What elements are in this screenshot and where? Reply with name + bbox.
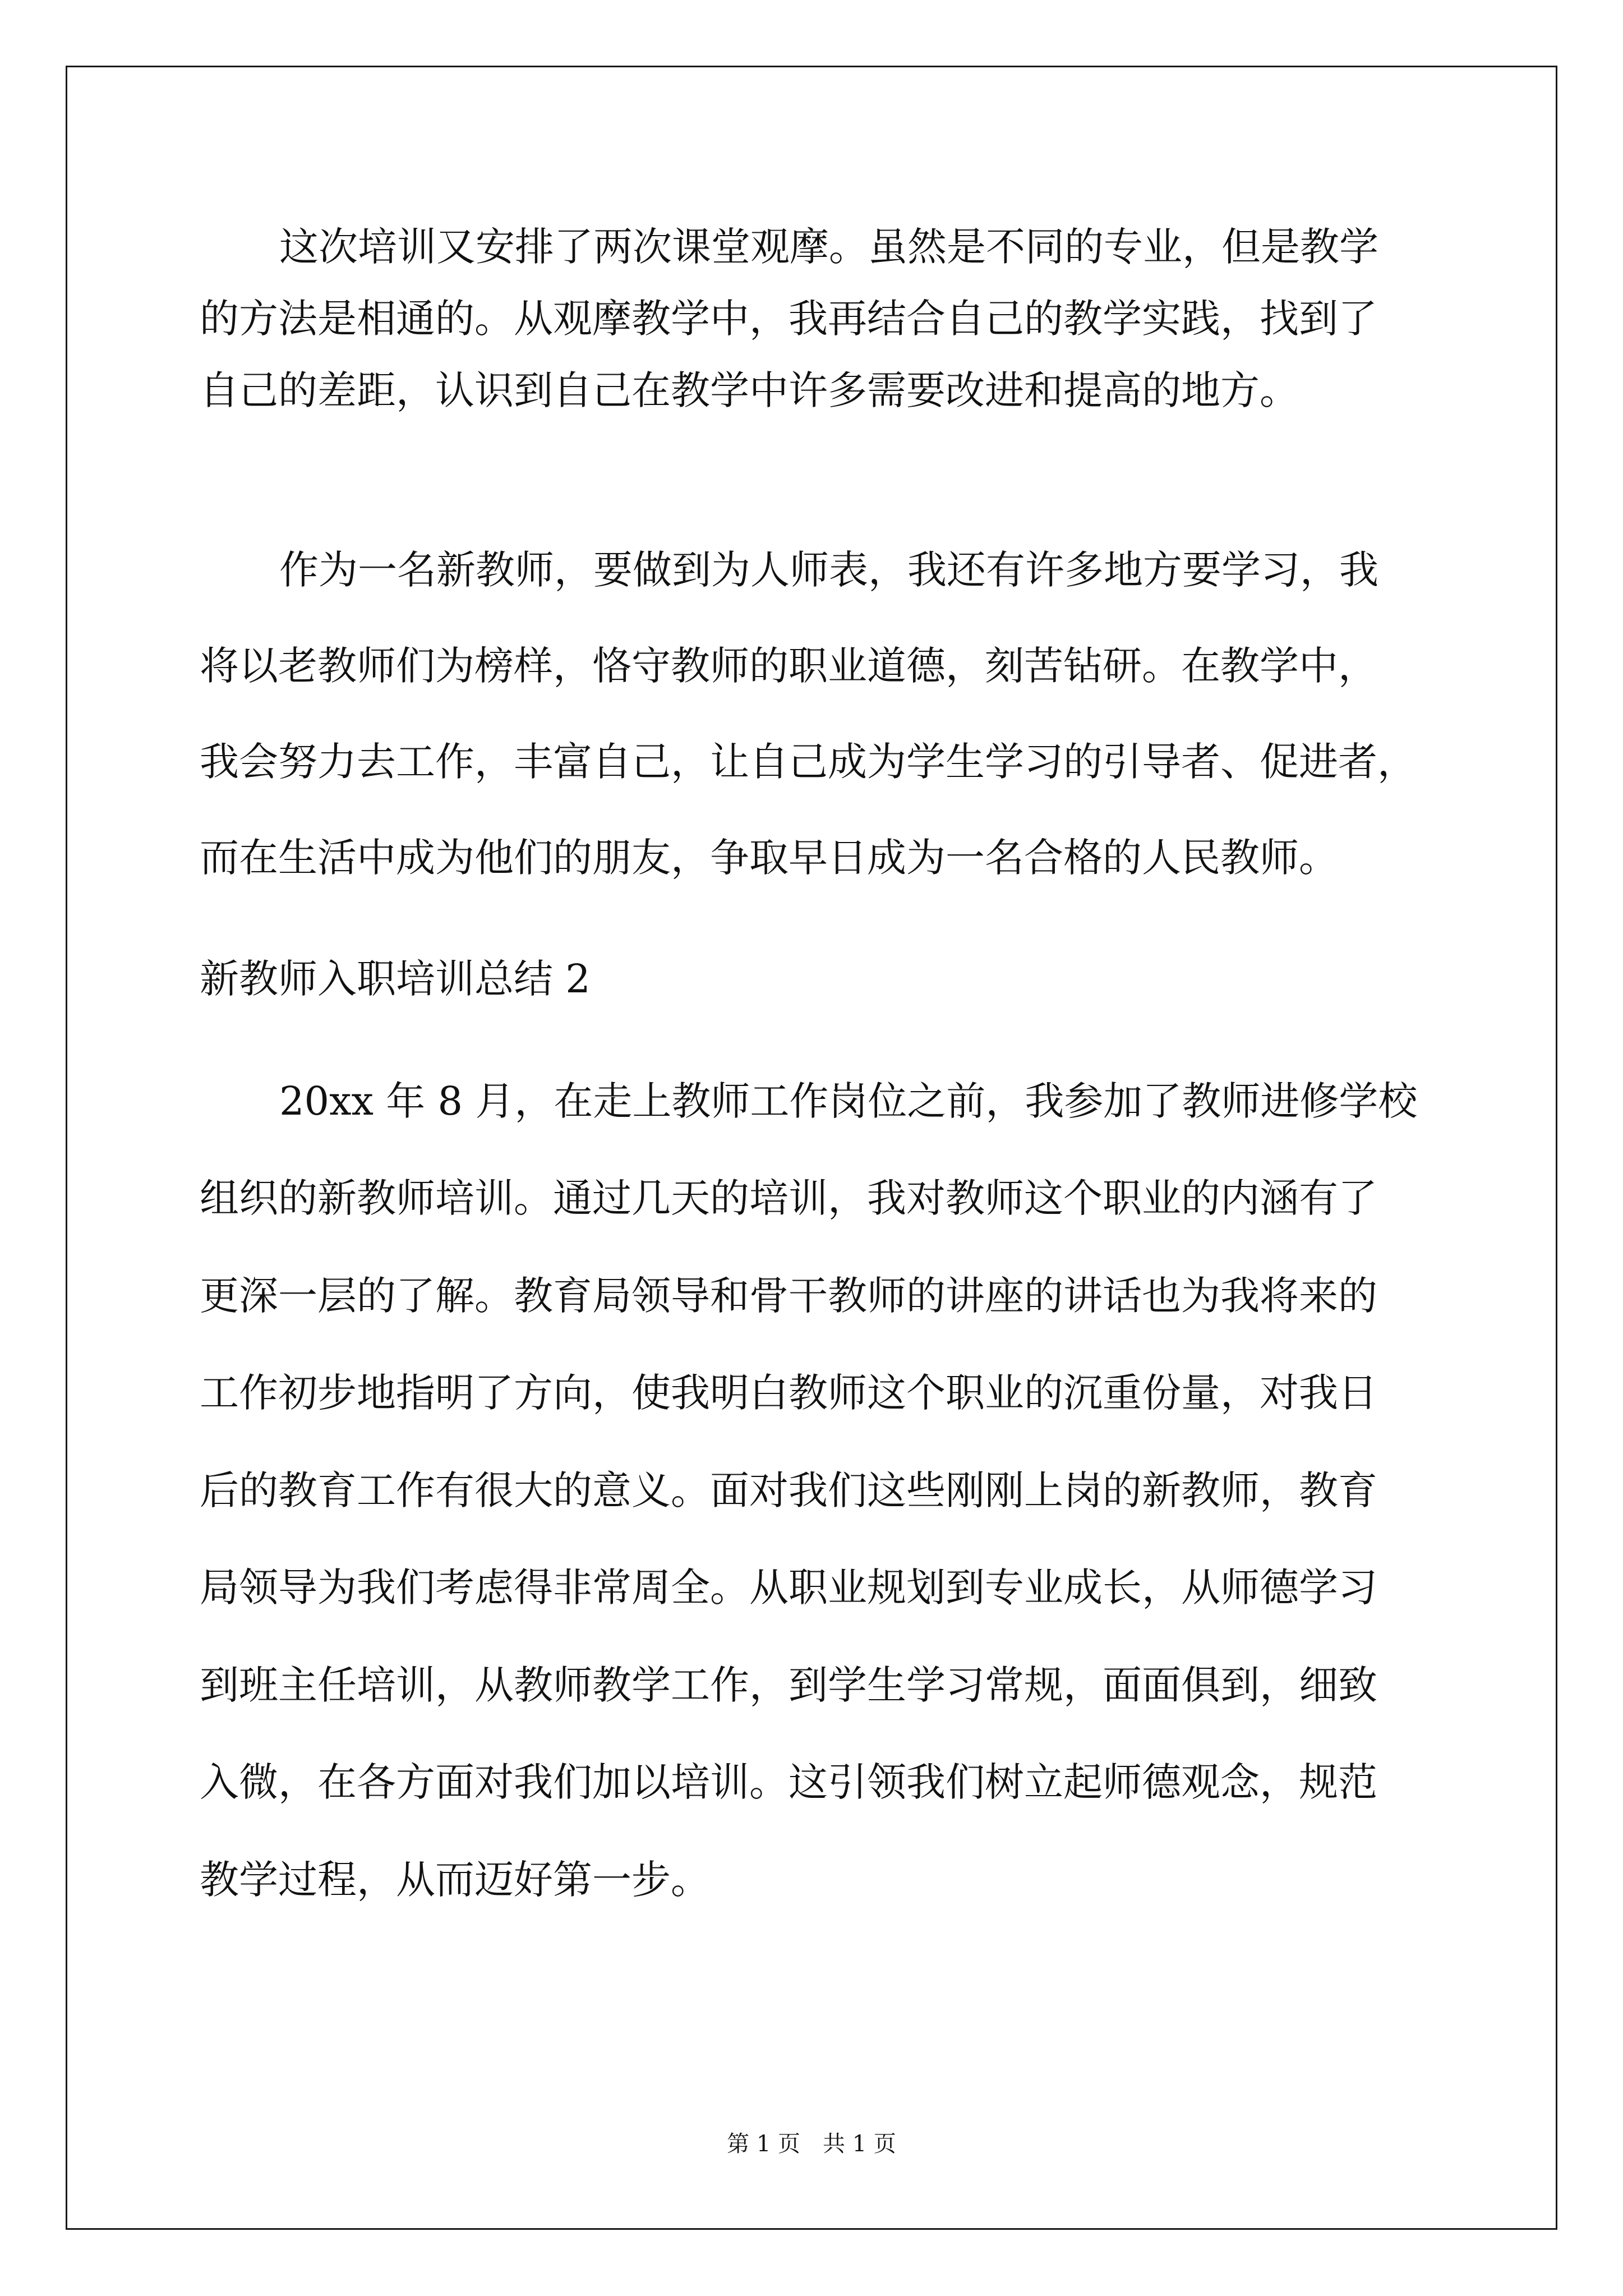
section-heading: 新教师入职培训总结 2 xyxy=(200,956,591,1002)
paragraph-2-line-2: 将以老教师们为榜样，恪守教师的职业道德，刻苦钻研。在教学中， xyxy=(200,643,1377,689)
paragraph-3-line-1: 20xx 年 8 月，在走上教师工作岗位之前，我参加了教师进修学校 xyxy=(279,1078,1418,1124)
page-number-footer: 第 1 页 共 1 页 xyxy=(727,2131,896,2157)
paragraph-3-line-8: 入微，在各方面对我们加以培训。这引领我们树立起师德观念，规范 xyxy=(200,1759,1377,1805)
paragraph-3-line-3: 更深一层的了解。教育局领导和骨干教师的讲座的讲话也为我将来的 xyxy=(200,1273,1377,1319)
paragraph-1-line-1: 这次培训又安排了两次课堂观摩。虽然是不同的专业，但是教学 xyxy=(279,224,1378,270)
paragraph-3-line-7: 到班主任培训，从教师教学工作，到学生学习常规，面面俱到，细致 xyxy=(200,1662,1377,1708)
paragraph-2-line-1: 作为一名新教师，要做到为人师表，我还有许多地方要学习，我 xyxy=(279,547,1378,593)
paragraph-1-line-3: 自己的差距，认识到自己在教学中许多需要改进和提高的地方。 xyxy=(200,367,1299,413)
paragraph-3-line-9: 教学过程，从而迈好第一步。 xyxy=(200,1857,710,1903)
paragraph-3-line-2: 组织的新教师培训。通过几天的培训，我对教师这个职业的内涵有了 xyxy=(200,1175,1377,1221)
paragraph-3-line-5: 后的教育工作有很大的意义。面对我们这些刚刚上岗的新教师，教育 xyxy=(200,1467,1377,1513)
paragraph-3-line-6: 局领导为我们考虑得非常周全。从职业规划到专业成长，从师德学习 xyxy=(200,1565,1377,1611)
paragraph-2-line-4: 而在生活中成为他们的朋友，争取早日成为一名合格的人民教师。 xyxy=(200,835,1338,881)
paragraph-1-line-2: 的方法是相通的。从观摩教学中，我再结合自己的教学实践，找到了 xyxy=(200,296,1377,342)
paragraph-2-line-3: 我会努力去工作，丰富自己，让自己成为学生学习的引导者、促进者， xyxy=(200,739,1417,785)
paragraph-3-line-4: 工作初步地指明了方向，使我明白教师这个职业的沉重份量，对我日 xyxy=(200,1370,1377,1416)
